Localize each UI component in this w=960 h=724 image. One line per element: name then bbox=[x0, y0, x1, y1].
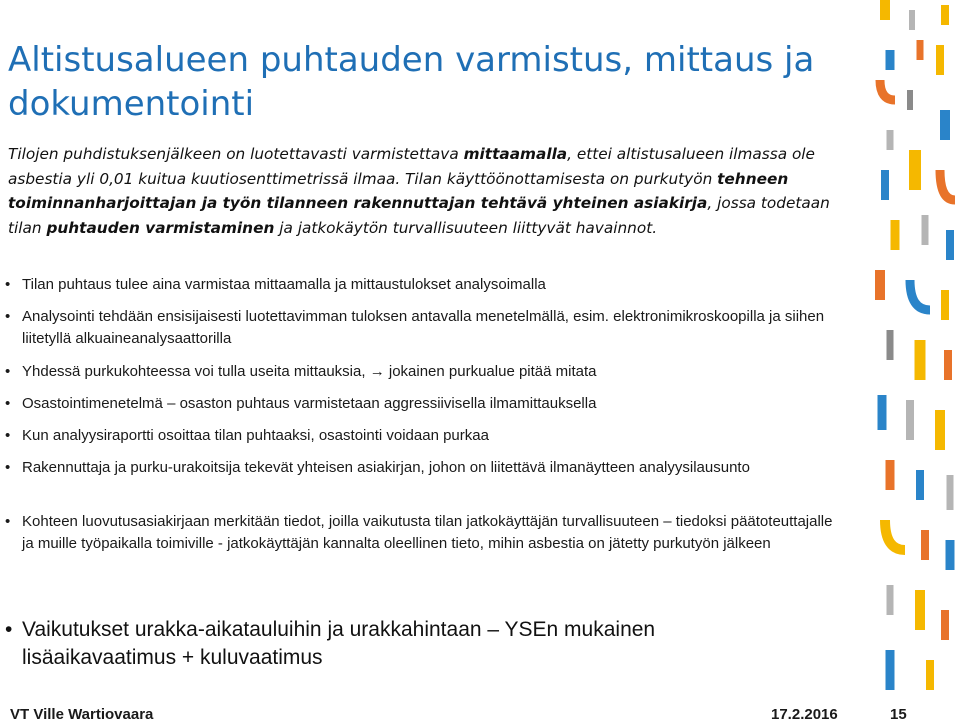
deco-stroke bbox=[885, 520, 905, 550]
bullet-text: Rakennuttaja ja purku-urakoitsija tekevät yhteisen asiakirjan, johon on liitettävä ilmanäytteen analyysilausunto bbox=[22, 459, 750, 476]
intro-text-4: ja jatkokäytön turvallisuuteen liittyvät havainnot. bbox=[274, 218, 658, 237]
bullet-text: Kun analyysiraportti osoittaa tilan puhtaaksi, osastointi voidaan purkaa bbox=[22, 427, 489, 444]
bullet-dot: • bbox=[5, 308, 11, 325]
main-bullet bbox=[5, 616, 782, 672]
bullet-dot: • bbox=[5, 276, 11, 293]
bullet-dot: • bbox=[5, 618, 13, 641]
bullet-text: Tilan puhtaus tulee aina varmistaa mittaamalla ja mittaustulokset analysoimalla bbox=[22, 276, 546, 293]
intro-bold-3: puhtauden varmistaminen bbox=[46, 218, 275, 237]
bullet-text: Osastointimenetelmä – osaston puhtaus varmistetaan aggressiivisella ilmamittauksella bbox=[22, 395, 597, 412]
bullet-dot: • bbox=[5, 427, 11, 444]
decorative-pattern bbox=[860, 0, 960, 700]
bullet-item bbox=[5, 393, 842, 415]
deco-stroke bbox=[880, 80, 895, 100]
bullet-text: Yhdessä purkukohteessa voi tulla useita mittauksia, → jokainen purkualue pitää mitata bbox=[22, 363, 597, 380]
intro-text-3: , jossa todetaan tilan bbox=[8, 194, 830, 237]
bullet-item bbox=[5, 425, 842, 447]
bullet-text: Analysointi tehdään ensisijaisesti luotettavimman tuloksen antavalla menetelmällä, esim. elektronimikroskoopilla ja siihen liitetyllä alkuaineanalysaattorilla bbox=[22, 308, 825, 347]
intro-text-1: Tilojen puhdistuksenjälkeen on luotettavasti varmistettava bbox=[8, 145, 464, 163]
intro-bold-1: mittaamalla bbox=[463, 145, 568, 163]
footer-page-number: 15 bbox=[890, 706, 907, 723]
intro-text-2: , ettei altistusalueen ilmassa ole asbestia yli 0,01 kuitua kuutiosenttimetrissä ilmaa. Tilan käyttöönottamisesta on purkutyön bbox=[8, 145, 815, 188]
intro-bold-2: tehneen toiminnanharjoittajan ja työn tilanneen rakennuttajan tehtävä yhteinen asiakirja bbox=[8, 169, 789, 212]
bullet-dot: • bbox=[5, 459, 11, 476]
bullet-item bbox=[5, 457, 842, 479]
bullet-dot: • bbox=[5, 513, 11, 530]
footer-author: VT Ville Wartiovaara bbox=[10, 706, 154, 723]
intro-paragraph bbox=[8, 142, 843, 240]
bullet-dot: • bbox=[5, 395, 11, 412]
bullet-item bbox=[5, 274, 842, 296]
footer-date: 17.2.2016 bbox=[771, 706, 838, 723]
bullet-item bbox=[5, 306, 842, 350]
main-bullet-text: Vaikutukset urakka-aikatauluihin ja urakkahintaan – YSEn mukainen lisäaikavaatimus + kuluvaatimus bbox=[22, 618, 656, 669]
deco-stroke bbox=[940, 170, 955, 200]
bullet-item bbox=[5, 361, 842, 383]
bullet-dot: • bbox=[5, 363, 11, 380]
bullet-item bbox=[5, 511, 842, 555]
bullet-text: Kohteen luovutusasiakirjaan merkitään tiedot, joilla vaikutusta tilan jatkokäyttäjän turvallisuuteen – tiedoksi päätoteuttajalle ja muille työpaikalla toimiville - jatkokäyttäjän kannalta oleellinen tieto, mihin asbestia on jätetty purkutyön jälkeen bbox=[22, 513, 833, 552]
deco-stroke bbox=[910, 280, 930, 310]
slide-title: Altistusalueen puhtauden varmistus, mittaus ja dokumentointi bbox=[8, 40, 815, 124]
